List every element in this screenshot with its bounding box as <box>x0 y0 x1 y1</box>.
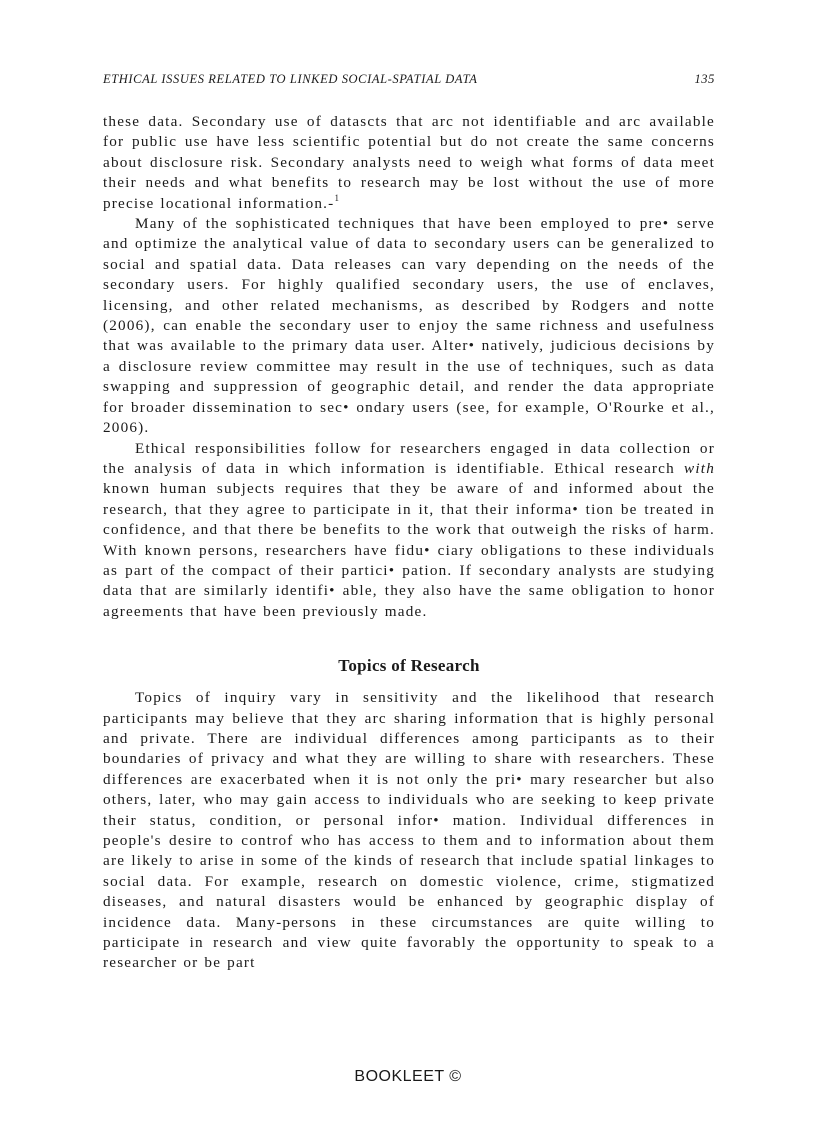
paragraph-3-rest: known human subjects requires that they be aware of and informed about the research, that they agree to participate in it, that their informa• tion be treated in confidence, and that there be benefits to the work that outweigh the risks of harm. With known persons, researchers have fidu• ciary obligations to these individuals as part of the compact of their partici• pation. If secondary analysts are studying data that are similarly identifi• able, they also have the same obligation to honor agreements that have been previously made. <box>103 480 715 620</box>
paragraph-3-emphasis: with <box>684 459 715 477</box>
running-title: ETHICAL ISSUES RELATED TO LINKED SOCIAL-SPATIAL DATA <box>103 72 478 86</box>
paragraph-1 <box>103 112 715 214</box>
body-text <box>103 112 715 974</box>
section-heading: Topics of Research <box>338 656 480 676</box>
paragraph-4: Topics of inquiry vary in sensitivity and the likelihood that research participants may believe that they arc sharing information that is highly personal and private. There are individual differences among participants as to their boundaries of privacy and what they are willing to share with researchers. These differences are exacerbated when it is not only the pri• mary researcher but also others, later, who may gain access to individuals who are seeking to keep private their status, condition, or personal infor• mation. Individual differences in people's desire to controf who has access to them and to information about them are likely to arise in some of the kinds of research that include spatial linkages to social data. For example, research on domestic violence, crime, stigmatized diseases, and natural disasters would be enhanced by geographic display of incidence data. Many-persons in these circumstances are quite willing to participate in research and view quite favorably the opportunity to speak to a researcher or be part <box>103 689 715 972</box>
paragraph-3 <box>103 439 715 623</box>
paragraph-3-lead: Ethical responsibilities follow for researchers engaged in data collection or the analysis of data in which information is identifiable. Ethical research <box>103 439 715 477</box>
watermark: BOOKLEET © <box>354 1068 462 1085</box>
paragraph-2: Many of the sophisticated techniques that have been employed to pre• serve and optimize the analytical value of data to secondary users can be generalized to social and spatial data. Data releases can vary depending on the needs of the secondary users. For highly qualified secondary users, the use of enclaves, licensing, and other related mechanisms, as described by Rodgers and notte (2006), can enable the secondary user to enjoy the same richness and usefulness that was available to the primary data user. Alter• natively, judicious decisions by a disclosure review committee may result in the use of techniques, such as data swapping and suppression of geographic detail, and render the data appropriate for broader dissemination to sec• ondary users (see, for example, O'Rourke et al., 2006). <box>103 215 715 437</box>
paragraph-1-text: these data. Secondary use of datascts that arc not identifiable and arc available for public use have less scientific potential but do not create the same concerns about disclosure risk. Secondary analysts need to weigh what forms of data meet their needs and what benefits to research may be lost without the use of more precise locational information.- <box>103 113 715 212</box>
page-number: 135 <box>694 72 715 86</box>
footnote-marker: 1 <box>334 192 341 203</box>
